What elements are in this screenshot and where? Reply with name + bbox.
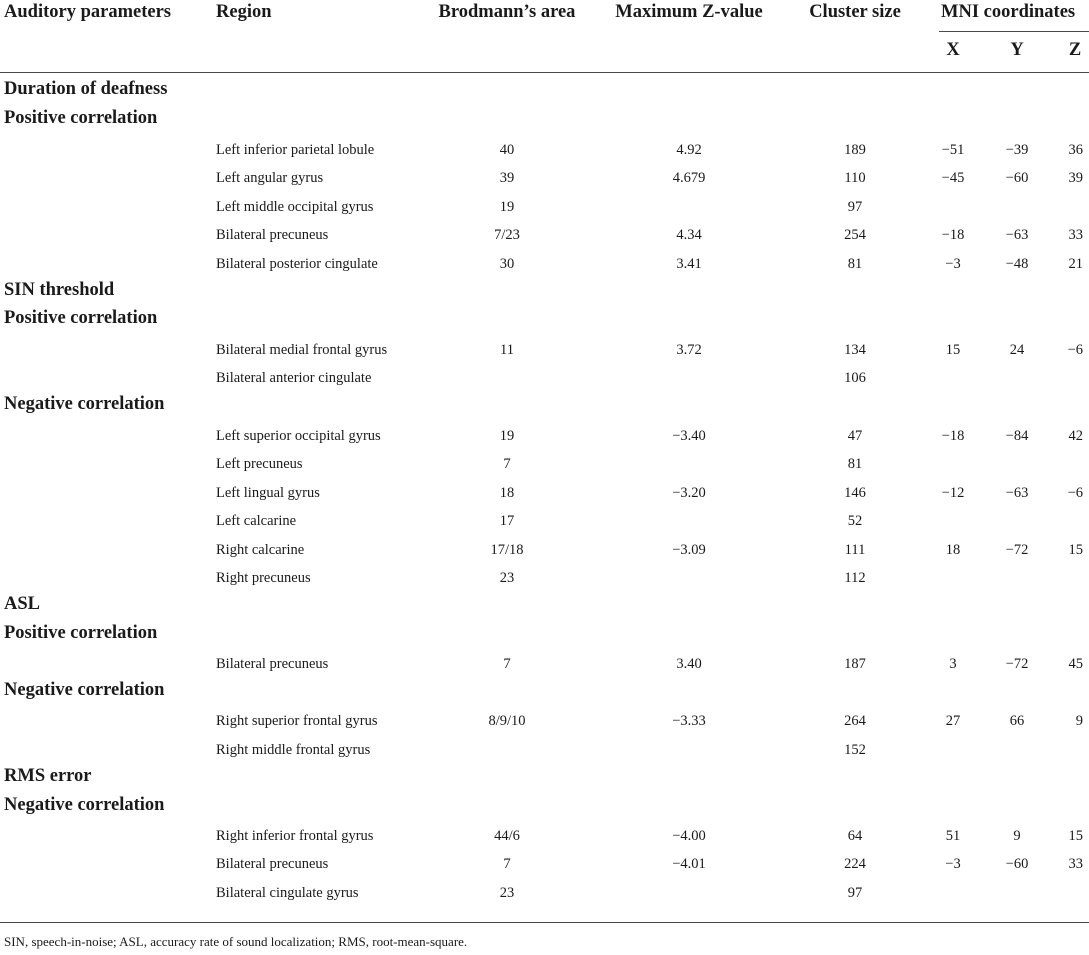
table-footnote: SIN, speech-in-noise; ASL, accuracy rate of sound localization; RMS, root-mean-square.: [4, 934, 468, 949]
section-heading: Positive correlation: [4, 108, 158, 128]
header-brodmann-area: Brodmann’s area: [438, 2, 576, 22]
max-z-cell: 3.41: [676, 256, 702, 272]
region-cell: Left angular gyrus: [216, 170, 324, 186]
header-auditory-parameters: Auditory parameters: [4, 2, 171, 22]
mni-x-cell: −3: [945, 256, 961, 272]
region-cell: Bilateral posterior cingulate: [216, 256, 378, 272]
brodmann-cell: 7: [503, 856, 511, 872]
brodmann-cell: 11: [500, 342, 514, 358]
mni-z-cell: 21: [1068, 256, 1083, 272]
brodmann-cell: 17/18: [490, 542, 524, 558]
brodmann-cell: 8/9/10: [488, 713, 526, 729]
cluster-size-cell: 47: [847, 428, 863, 444]
cluster-size-cell: 97: [847, 885, 863, 901]
mni-x-cell: 3: [949, 656, 957, 672]
mni-x-cell: −51: [941, 142, 965, 158]
header-x: X: [946, 40, 960, 60]
region-cell: Left lingual gyrus: [216, 485, 320, 501]
mni-z-cell: 15: [1068, 542, 1083, 558]
section-heading: Duration of deafness: [4, 79, 168, 99]
section-heading: Negative correlation: [4, 795, 165, 815]
mni-y-cell: −48: [1005, 256, 1029, 272]
cluster-size-cell: 64: [847, 828, 863, 844]
cluster-size-cell: 134: [844, 342, 866, 358]
section-heading: Positive correlation: [4, 623, 158, 643]
region-cell: Right superior frontal gyrus: [216, 713, 378, 729]
mni-x-cell: −18: [941, 227, 965, 243]
section-heading: Negative correlation: [4, 394, 165, 414]
mni-y-cell: 9: [1013, 828, 1021, 844]
header-z: Z: [1068, 40, 1082, 60]
mni-x-cell: 27: [945, 713, 961, 729]
mni-x-cell: −18: [941, 428, 965, 444]
section-heading: RMS error: [4, 766, 92, 786]
region-cell: Right calcarine: [216, 542, 305, 558]
brodmann-cell: 7/23: [494, 227, 520, 243]
region-cell: Right inferior frontal gyrus: [216, 828, 374, 844]
header-cluster-size: Cluster size: [809, 2, 901, 22]
max-z-cell: −4.01: [672, 856, 706, 872]
cluster-size-cell: 81: [847, 456, 863, 472]
mni-y-cell: −63: [1005, 485, 1029, 501]
header-region: Region: [216, 2, 272, 22]
mni-z-cell: 33: [1068, 856, 1083, 872]
cluster-size-cell: 224: [844, 856, 866, 872]
section-heading: SIN threshold: [4, 280, 115, 300]
max-z-cell: −3.20: [672, 485, 706, 501]
region-cell: Right precuneus: [216, 570, 311, 586]
mni-y-cell: 66: [1009, 713, 1025, 729]
cluster-size-cell: 106: [844, 370, 866, 386]
cluster-size-cell: 264: [844, 713, 866, 729]
section-heading: Positive correlation: [4, 308, 158, 328]
mni-y-cell: −63: [1005, 227, 1029, 243]
region-cell: Left inferior parietal lobule: [216, 142, 375, 158]
mni-z-cell: 36: [1068, 142, 1083, 158]
region-cell: Right middle frontal gyrus: [216, 742, 371, 758]
mni-z-cell: 33: [1068, 227, 1083, 243]
mni-y-cell: −60: [1005, 856, 1029, 872]
region-cell: Bilateral precuneus: [216, 227, 329, 243]
max-z-cell: 3.72: [676, 342, 702, 358]
mni-z-cell: 39: [1068, 170, 1083, 186]
mni-z-cell: 45: [1068, 656, 1083, 672]
cluster-size-cell: 187: [844, 656, 866, 672]
cluster-size-cell: 111: [844, 542, 866, 558]
section-heading: Negative correlation: [4, 680, 165, 700]
region-cell: Bilateral precuneus: [216, 656, 329, 672]
header-mni-coordinates: MNI coordinates: [941, 2, 1076, 22]
brodmann-cell: 39: [499, 170, 515, 186]
mni-y-cell: −72: [1005, 542, 1029, 558]
mni-z-cell: 9: [1075, 713, 1083, 729]
max-z-cell: 4.679: [672, 170, 706, 186]
cluster-size-cell: 110: [844, 170, 866, 186]
max-z-cell: −4.00: [672, 828, 706, 844]
cluster-size-cell: 189: [844, 142, 866, 158]
brodmann-cell: 18: [499, 485, 515, 501]
brodmann-cell: 44/6: [494, 828, 520, 844]
brodmann-cell: 7: [503, 456, 511, 472]
mni-x-cell: 51: [945, 828, 961, 844]
brodmann-cell: 23: [499, 885, 515, 901]
region-cell: Left superior occipital gyrus: [216, 428, 381, 444]
brodmann-cell: 23: [499, 570, 515, 586]
max-z-cell: 4.34: [676, 227, 702, 243]
header-maximum-z-value: Maximum Z-value: [615, 2, 763, 22]
cluster-size-cell: 152: [844, 742, 866, 758]
max-z-cell: 3.40: [676, 656, 702, 672]
section-heading: ASL: [4, 594, 40, 614]
mni-x-cell: 18: [945, 542, 961, 558]
region-cell: Bilateral medial frontal gyrus: [216, 342, 388, 358]
region-cell: Bilateral anterior cingulate: [216, 370, 372, 386]
cluster-size-cell: 97: [847, 199, 863, 215]
cluster-size-cell: 112: [844, 570, 866, 586]
max-z-cell: −3.40: [672, 428, 706, 444]
region-cell: Bilateral cingulate gyrus: [216, 885, 359, 901]
cluster-size-cell: 52: [847, 513, 863, 529]
mni-z-cell: 15: [1068, 828, 1083, 844]
cluster-size-cell: 146: [844, 485, 866, 501]
cluster-size-cell: 254: [844, 227, 866, 243]
mni-y-cell: 24: [1009, 342, 1025, 358]
mni-x-cell: −12: [941, 485, 965, 501]
mni-y-cell: −84: [1005, 428, 1029, 444]
mni-z-cell: 42: [1068, 428, 1083, 444]
brodmann-cell: 19: [499, 199, 515, 215]
table-bottom-rule: [0, 922, 1089, 923]
header-y: Y: [1010, 40, 1024, 60]
max-z-cell: −3.09: [672, 542, 706, 558]
brodmann-cell: 30: [499, 256, 515, 272]
max-z-cell: −3.33: [672, 713, 706, 729]
mni-x-cell: 15: [945, 342, 961, 358]
brodmann-cell: 7: [503, 656, 511, 672]
mni-x-cell: −3: [945, 856, 961, 872]
brodmann-cell: 40: [499, 142, 515, 158]
brodmann-cell: 17: [499, 513, 515, 529]
mni-y-cell: −72: [1005, 656, 1029, 672]
region-cell: Left precuneus: [216, 456, 303, 472]
region-cell: Bilateral precuneus: [216, 856, 329, 872]
brodmann-cell: 19: [499, 428, 515, 444]
region-cell: Left calcarine: [216, 513, 297, 529]
cluster-size-cell: 81: [847, 256, 863, 272]
mni-z-cell: −6: [1067, 342, 1083, 358]
mni-y-cell: −60: [1005, 170, 1029, 186]
mni-x-cell: −45: [941, 170, 965, 186]
mni-z-cell: −6: [1067, 485, 1083, 501]
mni-y-cell: −39: [1005, 142, 1029, 158]
max-z-cell: 4.92: [676, 142, 702, 158]
region-cell: Left middle occipital gyrus: [216, 199, 374, 215]
